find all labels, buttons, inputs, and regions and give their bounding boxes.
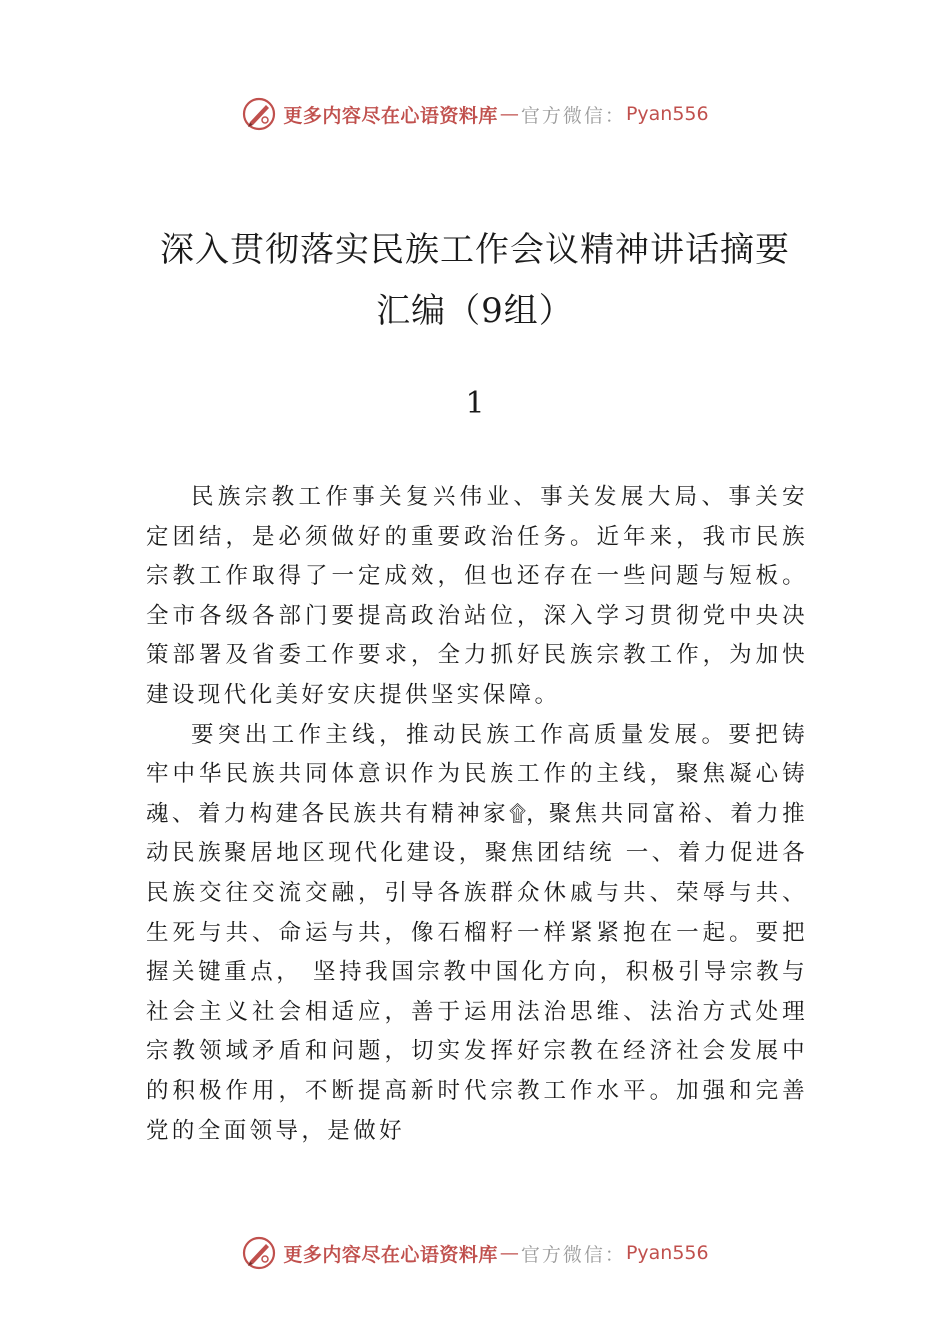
watermark-separator: — bbox=[499, 103, 519, 125]
document-body bbox=[146, 478, 808, 1151]
watermark-brand: 更多内容尽在心语资料库 bbox=[283, 104, 498, 127]
footer-watermark bbox=[0, 1233, 950, 1273]
watermark-brand: 更多内容尽在心语资料库 bbox=[283, 1243, 498, 1266]
document-title-line2: 汇编（9组） bbox=[376, 291, 574, 331]
watermark-wechat-id: Pyan556 bbox=[625, 1242, 709, 1264]
brush-logo-icon bbox=[241, 96, 277, 132]
header-watermark bbox=[0, 94, 950, 134]
section-number: 1 bbox=[465, 386, 485, 421]
watermark-label: 官方微信： bbox=[520, 104, 626, 127]
paragraph-2: 要突出工作主线，推动民族工作高质量发展。要把铸牢中华民族共同体意识作为民族工作的主线，聚焦凝心铸魂、着力构建各民族共有精神家۩，聚焦共同富裕、着力推动民族聚居地区现代化建设，聚焦团结统 一、着力促进各民族交往交流交融，引导各族群众休戚与共、荣辱与共、生死与共、命运与共，像石榴籽一样紧紧抱在一起。要把握关键重点， 坚持我国宗教中国化方向，积极引导宗教与社会主义社会相适应，善于运用法治思维、法治方式处理宗教领域矛盾和问题，切实发挥好宗教在经济社会发展中的积极作用，不断提高新时代宗教工作水平。加强和完善党的全面领导，是做好 bbox=[146, 721, 808, 1144]
watermark-separator: — bbox=[499, 1242, 519, 1264]
document-title-line1: 深入贯彻落实民族工作会议精神讲话摘要 bbox=[160, 230, 790, 270]
watermark-label: 官方微信： bbox=[520, 1243, 626, 1266]
watermark-wechat-id: Pyan556 bbox=[625, 103, 709, 125]
paragraph-1: 民族宗教工作事关复兴伟业、事关发展大局、事关安定团结，是必须做好的重要政治任务。近年来，我市民族宗教工作取得了一定成效，但也还存在一些问题与短板。全市各级各部门要提高政治站位，深入学习贯彻党中央决策部署及省委工作要求，全力抓好民族宗教工作，为加快建设现代化美好安庆提供坚实保障。 bbox=[146, 484, 808, 708]
brush-logo-icon bbox=[241, 1235, 277, 1271]
